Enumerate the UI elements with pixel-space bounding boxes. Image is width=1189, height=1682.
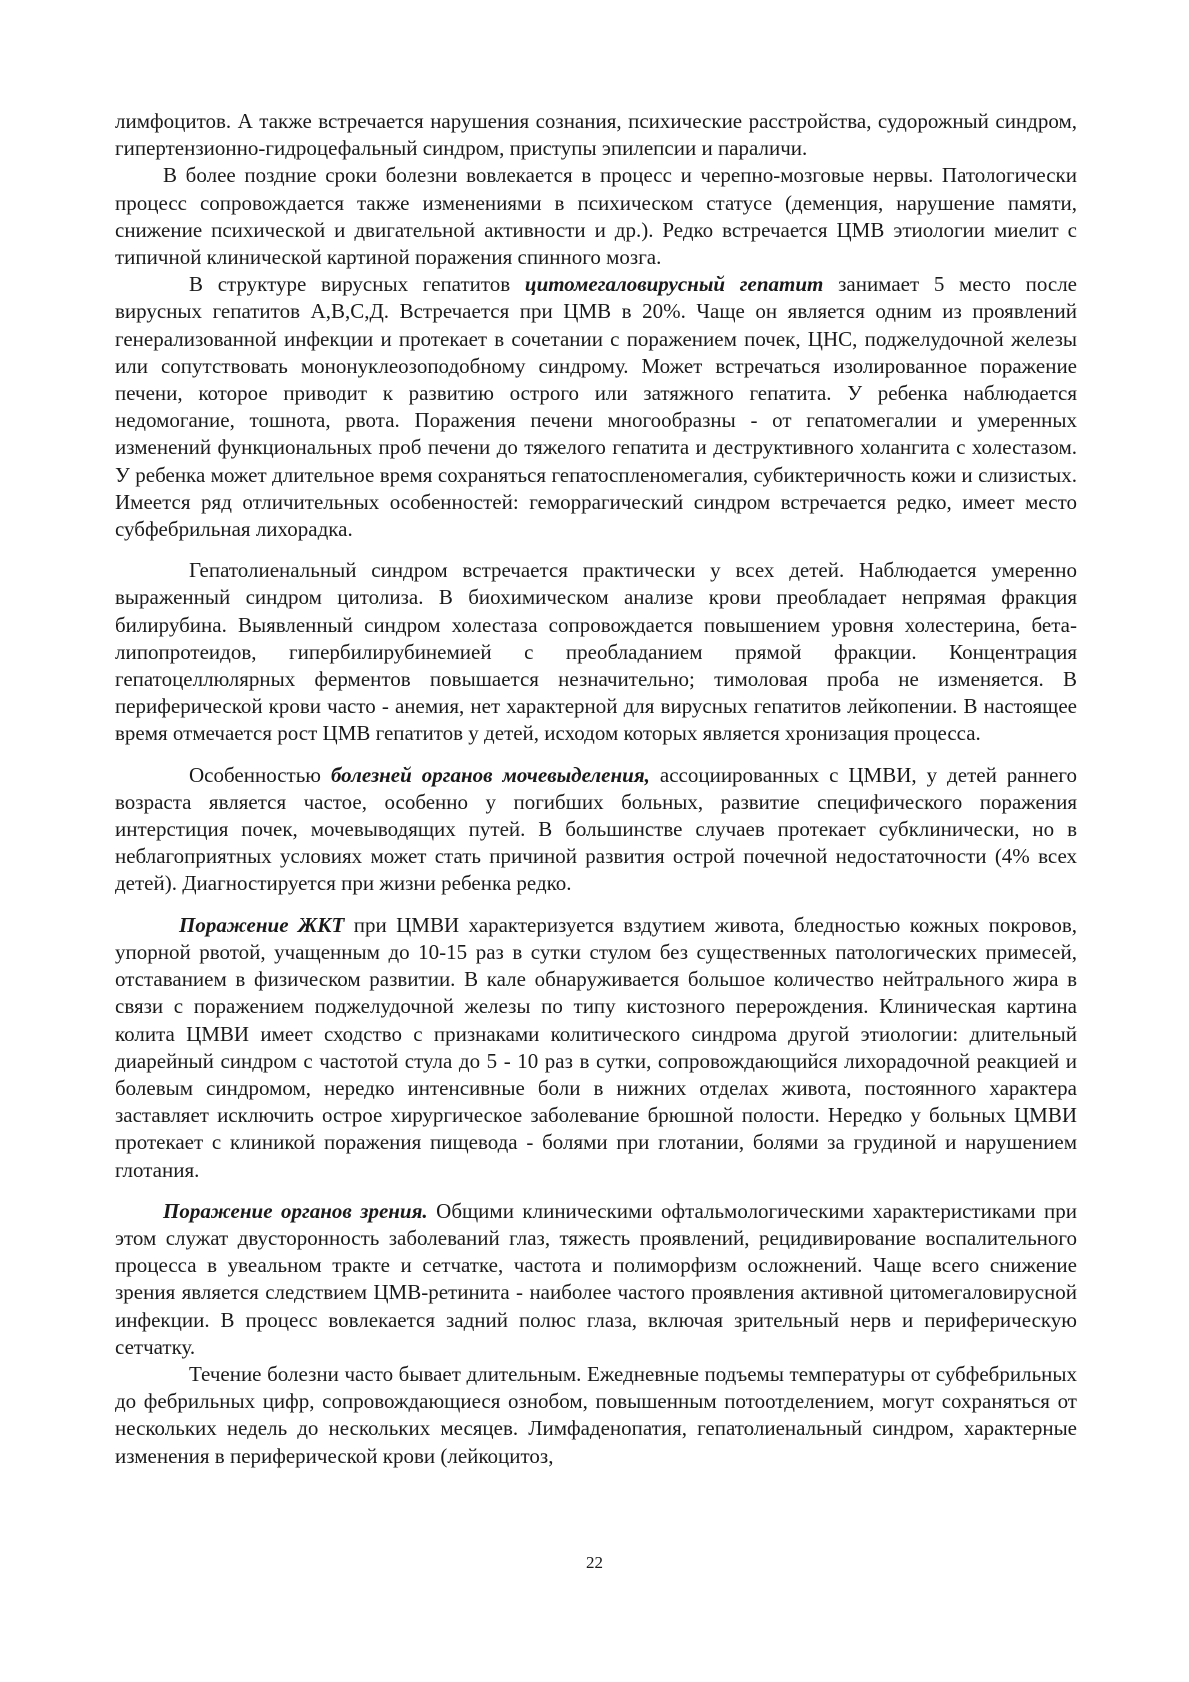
paragraph-5: Особенностью болезней органов мочевыделения, ассоциированных с ЦМВИ, у детей раннего возраста является частое, особенно у погибших больных, развитие специфического поражения интерстиция почек, мочевыводящих путей. В большинстве случаев протекает субклинически, но в неблагоприятных условиях может стать причиной развития острой почечной недостаточности (4% всех детей). Диагностируется при жизни ребенка редко. — [115, 762, 1077, 896]
paragraph-6: Поражение ЖКТ при ЦМВИ характеризуется вздутием живота, бледностью кожных покровов, упорной рвотой, учащенным до 10-15 раз в сутки стулом без существенных патологических примесей, отставанием в физическом развитии. В кале обнаруживается большое количество нейтрального жира в связи с поражением поджелудочной железы по типу кистозного перерождения. Клиническая картина колита ЦМВИ имеет сходство с признаками колитического синдрома другой этиологии: длительный диарейный синдром с частотой стула до 5 - 10 раз в сутки, сопровождающийся лихорадочной реакцией и болевым синдромом, нередко интенсивные боли в нижних отделах живота, постоянного характера заставляет исключить острое хирургическое заболевание брюшной полости. Нередко у больных ЦМВИ протекает с клиникой поражения пищевода - болями при глотании, болями за грудиной и нарушением глотания. — [115, 912, 1077, 1182]
paragraph-1: лимфоцитов. А также встречается нарушения сознания, психические расстройства, судорожный синдром, гипертензионно-гидроцефальный синдром, приступы эпилепсии и параличи. — [115, 109, 1077, 161]
term-cmv-hepatitis: цитомегаловирусный гепатит — [524, 272, 824, 297]
paragraph-3: В структуре вирусных гепатитов цитомегаловирусный гепатит занимает 5 место после вирусных гепатитов А,В,С,Д. Встречается при ЦМВ в 20%. Чаще он является одним из проявлений генерализованной инфекции и протекает в сочетании с поражением почек, ЦНС, поджелудочной железы или сопутствовать мононуклеозоподобному синдрому. Может встречаться изолированное поражение печени, которое приводит к развитию острого или затяжного гепатита. У ребенка наблюдается недомогание, тошнота, рвота. Поражения печени многообразны - от гепатомегалии и умеренных изменений функциональных проб печени до тяжелого гепатита и деструктивного холангита с холестазом. У ребенка может длительное время сохраняться гепатоспленомегалия, субиктеричность кожи и слизистых. Имеется ряд отличительных особенностей: геморрагический синдром встречается редко, имеет место субфебрильная лихорадка. — [115, 272, 1077, 542]
paragraph-8: Течение болезни часто бывает длительным. Ежедневные подъемы температуры от субфебрильных до фебрильных цифр, сопровождающиеся ознобом, повышенным потоотделением, могут сохраняться от нескольких недель до нескольких месяцев. Лимфаденопатия, гепатолиенальный синдром, характерные изменения в периферической крови (лейкоцитоз, — [115, 1361, 1077, 1468]
term-gi-lesion: Поражение ЖКТ — [179, 912, 345, 937]
paragraph-7: Поражение органов зрения. Общими клиническими офтальмологическими характеристиками при этом служат двусторонность заболеваний глаз, тяжесть проявлений, рецидивирование воспалительного процесса в увеальном тракте и сетчатке, частота и полиморфизм осложнений. Чаще всего снижение зрения является следствием ЦМВ-ретинита - наиболее частого проявления активной цитомегаловирусной инфекции. В процесс вовлекается задний полюс глаза, включая зрительный нерв и периферическую сетчатку. — [115, 1198, 1077, 1359]
page-number: 22 — [586, 1553, 603, 1572]
document-body — [115, 108, 1077, 1470]
paragraph-2: В более поздние сроки болезни вовлекается в процесс и черепно-мозговые нервы. Патологически процесс сопровождается также изменениями в психическом статусе (деменция, нарушение памяти, снижение психической и двигательной активности и др.). Редко встречается ЦМВ этиологии миелит с типичной клинической картиной поражения спинного мозга. — [115, 163, 1077, 270]
term-urinary-diseases: болезней органов мочевыделения, — [330, 762, 650, 787]
term-eye-lesion: Поражение органов зрения. — [163, 1198, 428, 1223]
paragraph-4: Гепатолиенальный синдром встречается практически у всех детей. Наблюдается умеренно выраженный синдром цитолиза. В биохимическом анализе крови преобладает непрямая фракция билирубина. Выявленный синдром холестаза сопровождается повышением уровня холестерина, бета-липопротеидов, гипербилирубинемией с преобладанием прямой фракции. Концентрация гепатоцеллюлярных ферментов повышается незначительно; тимоловая проба не изменяется. В периферической крови часто - анемия, нет характерной для вирусных гепатитов лейкопении. В настоящее время отмечается рост ЦМВ гепатитов у детей, исходом которых является хронизация процесса. — [115, 558, 1077, 746]
